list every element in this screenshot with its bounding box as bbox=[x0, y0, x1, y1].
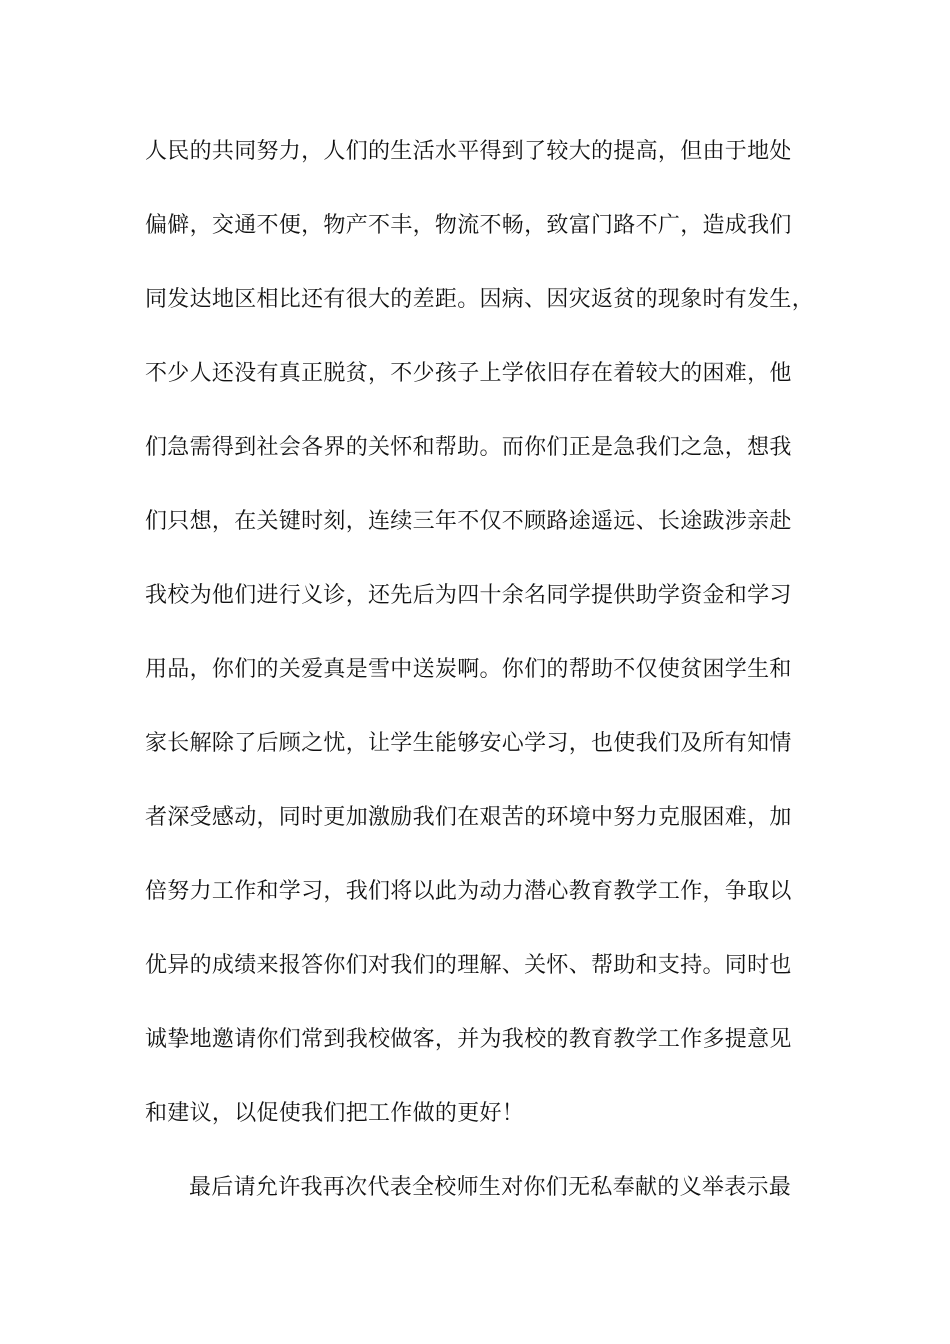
text-line: 诚挚地邀请你们常到我校做客，并为我校的教育教学工作多提意见 bbox=[145, 1027, 792, 1052]
text-line: 优异的成绩来报答你们对我们的理解、关怀、帮助和支持。同时也 bbox=[145, 953, 792, 978]
paragraph-start-line: 最后请允许我再次代表全校师生对你们无私奉献的义举表示最 bbox=[189, 1175, 792, 1200]
body-text bbox=[145, 130, 825, 1240]
text-line: 我校为他们进行义诊，还先后为四十余名同学提供助学资金和学习 bbox=[145, 583, 792, 608]
text-line: 们急需得到社会各界的关怀和帮助。而你们正是急我们之急，想我 bbox=[145, 435, 792, 460]
text-line: 倍努力工作和学习，我们将以此为动力潜心教育教学工作，争取以 bbox=[145, 879, 792, 904]
text-line: 用品，你们的关爱真是雪中送炭啊。你们的帮助不仅使贫困学生和 bbox=[145, 657, 792, 682]
text-line: 不少人还没有真正脱贫，不少孩子上学依旧存在着较大的困难，他 bbox=[145, 361, 792, 386]
text-line: 同发达地区相比还有很大的差距。因病、因灾返贫的现象时有发生， bbox=[145, 287, 815, 312]
text-line: 者深受感动，同时更加激励我们在艰苦的环境中努力克服困难，加 bbox=[145, 805, 792, 830]
text-line: 偏僻，交通不便，物产不丰，物流不畅，致富门路不广，造成我们 bbox=[145, 213, 792, 238]
text-line: 们只想，在关键时刻，连续三年不仅不顾路途遥远、长途跋涉亲赴 bbox=[145, 509, 792, 534]
text-line: 和建议，以促使我们把工作做的更好！ bbox=[145, 1101, 525, 1126]
text-line: 人民的共同努力，人们的生活水平得到了较大的提高，但由于地处 bbox=[145, 139, 792, 164]
text-line: 家长解除了后顾之忧，让学生能够安心学习，也使我们及所有知情 bbox=[145, 731, 792, 756]
